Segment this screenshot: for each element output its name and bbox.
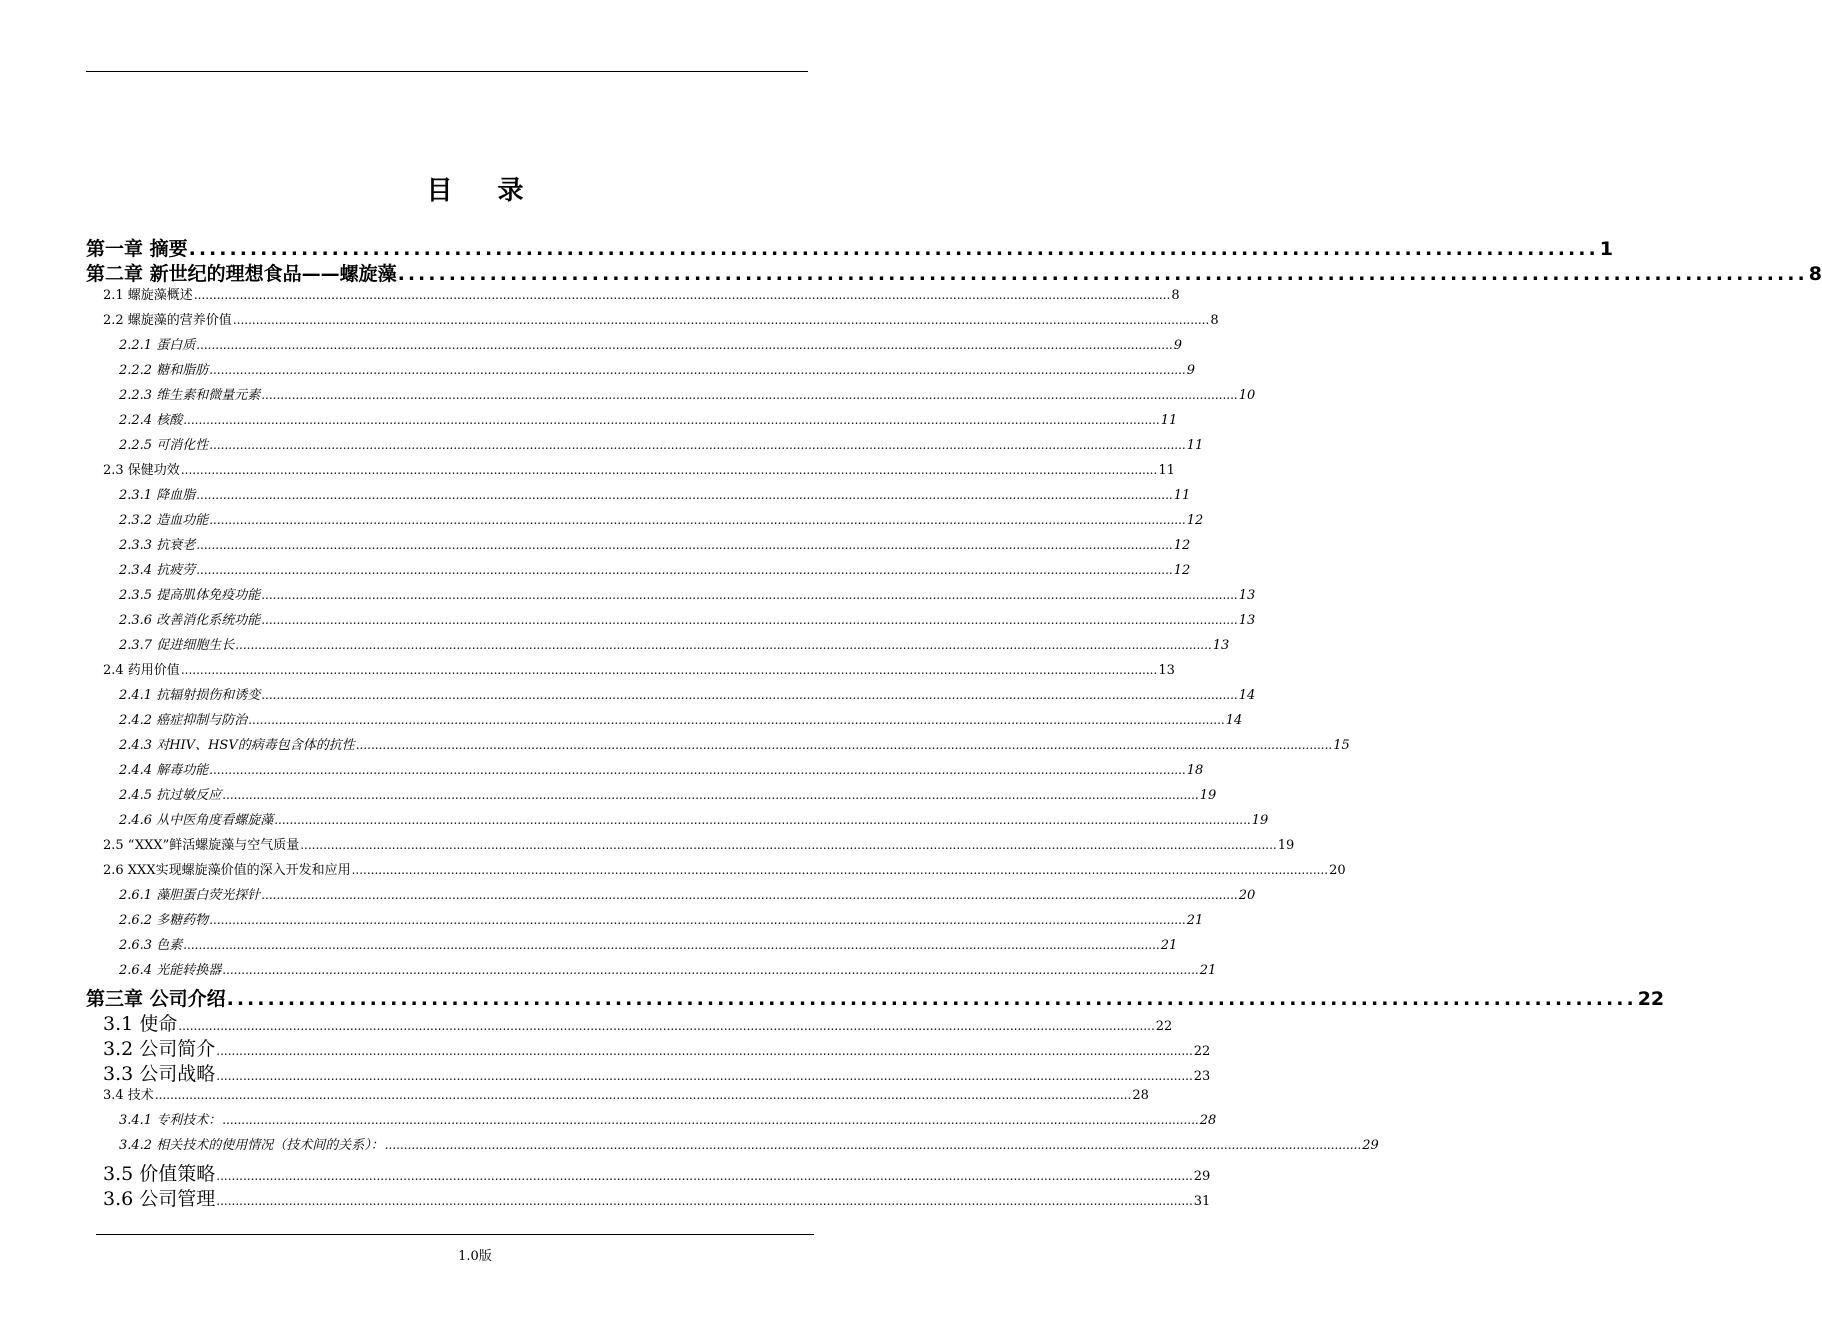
toc-entry-label: 2.3.6 改善消化系统功能 <box>119 613 261 628</box>
toc-leader-dots: ................................................................................................................................................................................................................................................................ <box>351 863 1329 877</box>
toc-entry[interactable] <box>86 484 1191 509</box>
toc-entry-page: 9 <box>1173 338 1182 353</box>
toc-entry[interactable] <box>86 359 1195 384</box>
toc-entry-page: 9 <box>1186 363 1195 378</box>
toc-entry[interactable] <box>86 1009 1173 1035</box>
toc-entry[interactable] <box>86 459 1175 484</box>
toc-leader-dots: ................................................................................................................................................................................................................................................................ <box>193 288 1171 302</box>
toc-entry[interactable] <box>86 284 1180 309</box>
toc-entry-label: 2.2.2 糖和脂肪 <box>119 363 209 378</box>
toc-entry-page: 23 <box>1193 1069 1211 1084</box>
toc-entry-page: 31 <box>1193 1194 1211 1209</box>
toc-entry-label: 2.2.4 核酸 <box>119 413 183 428</box>
toc-entry-label: 3.5 价值策略 <box>103 1163 216 1185</box>
toc-entry[interactable] <box>86 559 1191 584</box>
toc-leader-dots: ................................................................................................................................................................................................................................................................ <box>216 1044 1193 1058</box>
toc-leader-dots: ................................................................................................................................................................................................................................................................ <box>222 963 1199 977</box>
toc-entry-page: 28 <box>1132 1088 1149 1103</box>
toc-leader-dots: ................................................................................................................................................................................................................................................................ <box>209 763 1186 777</box>
toc-entry-page: 8 <box>1210 313 1219 328</box>
toc-entry-label: 3.3 公司战略 <box>103 1063 216 1085</box>
toc-entry-page: 8 <box>1171 288 1180 303</box>
toc-leader-dots: ................................................................................................................................................................................................................................................................ <box>232 313 1210 327</box>
toc-leader-dots: ................................................................................................................................................................................................................................................................ <box>261 888 1238 902</box>
toc-entry-label: 第一章 摘要 <box>86 238 188 260</box>
toc-leader-dots: ................................................................................................................................................................................................................................................................ <box>196 338 1173 352</box>
toc-entry[interactable] <box>86 434 1204 459</box>
toc-entry-label: 2.4 药用价值 <box>103 663 180 678</box>
toc-entry-page: 21 <box>1160 938 1178 953</box>
toc-entry[interactable] <box>86 809 1269 834</box>
toc-leader-dots: ................................................................................................................................................................................................................................................................ <box>196 538 1173 552</box>
toc-leader-dots: .......................................................................................................................................... <box>226 988 1637 1010</box>
page-title: 目 录 <box>426 176 542 206</box>
toc-entry-label: 2.4.4 解毒功能 <box>119 763 209 778</box>
toc-entry-page: 21 <box>1199 963 1217 978</box>
toc-leader-dots: ................................................................................................................................................................................................................................................................ <box>216 1069 1193 1083</box>
toc-leader-dots: ................................................................................................................................................................................................................................................................ <box>209 513 1186 527</box>
toc-entry-label: 2.4.2 癌症抑制与防治 <box>119 713 248 728</box>
toc-leader-dots: ................................................................................................................................................................................................................................................................ <box>261 588 1238 602</box>
toc-entry-page: 18 <box>1186 763 1204 778</box>
toc-leader-dots: ................................................................................................................................................................................................................................................................ <box>183 938 1160 952</box>
toc-entry[interactable] <box>86 959 1217 984</box>
toc-entry[interactable] <box>86 309 1219 334</box>
toc-entry[interactable] <box>86 234 1613 260</box>
toc-entry-label: 2.4.6 从中医角度看螺旋藻 <box>119 813 274 828</box>
toc-entry-label: 2.2.1 蛋白质 <box>119 338 196 353</box>
toc-entry-label: 2.3.7 促进细胞生长 <box>119 638 235 653</box>
toc-leader-dots: ................................................................................................................................................................................................................................................................ <box>216 1169 1193 1183</box>
toc-entry-page: 13 <box>1238 613 1256 628</box>
toc-entry[interactable] <box>86 1059 1211 1085</box>
toc-leader-dots: ................................................................................................................................................................................................................................................................ <box>235 638 1212 652</box>
toc-entry-label: 2.2.5 可消化性 <box>119 438 209 453</box>
toc-leader-dots: ................................................................................................................................................................................................................................................................ <box>261 388 1238 402</box>
toc-entry-label: 2.6.2 多糖药物 <box>119 913 209 928</box>
toc-entry[interactable] <box>86 1159 1211 1185</box>
toc-entry[interactable] <box>86 1184 1211 1210</box>
toc-entry-page: 13 <box>1158 663 1175 678</box>
toc-entry-page: 22 <box>1193 1044 1211 1059</box>
toc-entry[interactable] <box>86 659 1175 684</box>
toc-entry-label: 2.6.3 色素 <box>119 938 183 953</box>
toc-leader-dots: ................................................................................................................................................................................................................................................................ <box>178 1019 1155 1033</box>
toc-entry-label: 2.6.1 藻胆蛋白荧光探针 <box>119 888 261 903</box>
toc-entry-page: 12 <box>1173 563 1191 578</box>
toc-entry-label: 2.6 XXX实现螺旋藻价值的深入开发和应用 <box>103 863 351 878</box>
toc-entry-page: 19 <box>1251 813 1269 828</box>
toc-entry[interactable] <box>86 259 1822 285</box>
toc-entry-page: 29 <box>1193 1169 1211 1184</box>
toc-leader-dots: ................................................................................................................................................................................................................................................................ <box>209 438 1186 452</box>
toc-entry-label: 2.1 螺旋藻概述 <box>103 288 193 303</box>
toc-entry-page: 11 <box>1186 438 1204 453</box>
toc-entry-page: 19 <box>1277 838 1295 853</box>
toc-entry-label: 2.3 保健功效 <box>103 463 180 478</box>
toc-leader-dots: ................................................................................................................................................................................................................................................................ <box>300 838 1277 852</box>
toc-entry[interactable] <box>86 734 1350 759</box>
table-of-contents <box>86 234 1822 1210</box>
toc-entry-page: 11 <box>1160 413 1178 428</box>
toc-leader-dots: ................................................................................................................................................................................................................................................................ <box>183 413 1160 427</box>
toc-entry-label: 2.3.3 抗衰老 <box>119 538 196 553</box>
toc-entry-label: 2.4.5 抗过敏反应 <box>119 788 222 803</box>
toc-entry[interactable] <box>86 759 1204 784</box>
toc-entry-label: 2.4.1 抗辐射损伤和诱变 <box>119 688 261 703</box>
toc-leader-dots: ................................................................................................................................................................................................................................................................ <box>274 813 1251 827</box>
toc-leader-dots: .......................................................................................................................................... <box>188 238 1599 260</box>
toc-entry[interactable] <box>86 609 1256 634</box>
toc-entry-page: 20 <box>1329 863 1346 878</box>
toc-entry-page: 29 <box>1362 1138 1379 1153</box>
toc-entry[interactable] <box>86 1034 1211 1060</box>
toc-leader-dots: ................................................................................................................................................................................................................................................................ <box>196 563 1173 577</box>
toc-entry-label: 2.6.4 光能转换器 <box>119 963 222 978</box>
toc-entry-label: 3.4.2 相关技术的使用情况（技术间的关系）： <box>119 1138 384 1153</box>
toc-leader-dots: ................................................................................................................................................................................................................................................................ <box>261 688 1238 702</box>
toc-entry[interactable] <box>86 834 1295 859</box>
toc-leader-dots: ................................................................................................................................................................................................................................................................ <box>209 913 1186 927</box>
toc-entry[interactable] <box>86 884 1256 909</box>
header-rule <box>86 71 808 72</box>
toc-entry[interactable] <box>86 334 1182 359</box>
toc-entry[interactable] <box>86 909 1204 934</box>
toc-leader-dots: ................................................................................................................................................................................................................................................................ <box>180 463 1158 477</box>
toc-entry[interactable] <box>86 584 1256 609</box>
toc-leader-dots: ................................................................................................................................................................................................................................................................ <box>355 738 1333 752</box>
toc-leader-dots: ................................................................................................................................................................................................................................................................ <box>196 488 1173 502</box>
toc-leader-dots: .......................................................................................................................................... <box>397 263 1808 285</box>
toc-entry-label: 2.3.5 提高肌体免疫功能 <box>119 588 261 603</box>
toc-entry[interactable] <box>86 984 1665 1010</box>
toc-entry-page: 11 <box>1173 488 1191 503</box>
toc-leader-dots: ................................................................................................................................................................................................................................................................ <box>248 713 1225 727</box>
toc-entry-label: 2.2 螺旋藻的营养价值 <box>103 313 232 328</box>
toc-leader-dots: ................................................................................................................................................................................................................................................................ <box>261 613 1238 627</box>
toc-entry-page: 19 <box>1199 788 1217 803</box>
toc-leader-dots: ................................................................................................................................................................................................................................................................ <box>154 1088 1132 1102</box>
toc-entry-label: 3.2 公司简介 <box>103 1038 216 1060</box>
toc-entry-page: 10 <box>1238 388 1256 403</box>
toc-entry-page: 22 <box>1155 1019 1173 1034</box>
toc-entry-label: 3.6 公司管理 <box>103 1188 216 1210</box>
toc-entry-page: 12 <box>1186 513 1204 528</box>
page-footer: 1.0版 <box>458 1249 492 1264</box>
toc-entry-label: 2.3.4 抗疲劳 <box>119 563 196 578</box>
toc-entry[interactable] <box>86 384 1256 409</box>
toc-entry-page: 11 <box>1158 463 1175 478</box>
toc-leader-dots: ................................................................................................................................................................................................................................................................ <box>222 1113 1199 1127</box>
toc-entry-page: 12 <box>1173 538 1191 553</box>
toc-entry-page: 1 <box>1599 238 1613 260</box>
toc-entry-label: 2.3.1 降血脂 <box>119 488 196 503</box>
toc-entry-label: 第二章 新世纪的理想食品——螺旋藻 <box>86 263 397 285</box>
toc-entry-label: 3.4.1 专利技术： <box>119 1113 222 1128</box>
toc-entry[interactable] <box>86 409 1178 434</box>
toc-entry-label: 2.3.2 造血功能 <box>119 513 209 528</box>
toc-entry-label: 2.4.3 对HIV、HSV的病毒包含体的抗性 <box>119 738 355 753</box>
toc-entry-page: 21 <box>1186 913 1204 928</box>
toc-entry-page: 14 <box>1225 713 1243 728</box>
toc-entry-label: 2.2.3 维生素和微量元素 <box>119 388 261 403</box>
toc-entry[interactable] <box>86 709 1243 734</box>
toc-entry-label: 第三章 公司介绍 <box>86 988 226 1010</box>
toc-leader-dots: ................................................................................................................................................................................................................................................................ <box>216 1194 1193 1208</box>
toc-entry[interactable] <box>86 784 1217 809</box>
toc-entry-label: 2.5 “XXX”鲜活螺旋藻与空气质量 <box>103 838 300 853</box>
toc-entry-page: 28 <box>1199 1113 1217 1128</box>
toc-entry[interactable] <box>86 934 1178 959</box>
toc-entry-page: 13 <box>1212 638 1230 653</box>
footer-rule <box>96 1234 814 1235</box>
toc-entry-page: 8 <box>1808 263 1822 285</box>
toc-entry-page: 14 <box>1238 688 1256 703</box>
toc-entry[interactable] <box>86 509 1204 534</box>
toc-leader-dots: ................................................................................................................................................................................................................................................................ <box>222 788 1199 802</box>
toc-entry[interactable] <box>86 534 1191 559</box>
toc-entry[interactable] <box>86 859 1346 884</box>
toc-entry[interactable] <box>86 1134 1379 1159</box>
toc-leader-dots: ................................................................................................................................................................................................................................................................ <box>180 663 1158 677</box>
toc-entry-label: 3.1 使命 <box>103 1013 178 1035</box>
toc-leader-dots: ................................................................................................................................................................................................................................................................ <box>209 363 1186 377</box>
toc-entry-page: 22 <box>1637 988 1665 1010</box>
toc-entry-page: 15 <box>1333 738 1350 753</box>
toc-entry-label: 3.4 技术 <box>103 1088 154 1103</box>
toc-entry[interactable] <box>86 1109 1217 1134</box>
toc-entry-page: 20 <box>1238 888 1256 903</box>
toc-entry[interactable] <box>86 634 1230 659</box>
toc-entry[interactable] <box>86 1084 1149 1109</box>
toc-entry[interactable] <box>86 684 1256 709</box>
toc-leader-dots: ................................................................................................................................................................................................................................................................ <box>384 1138 1362 1152</box>
toc-entry-page: 13 <box>1238 588 1256 603</box>
